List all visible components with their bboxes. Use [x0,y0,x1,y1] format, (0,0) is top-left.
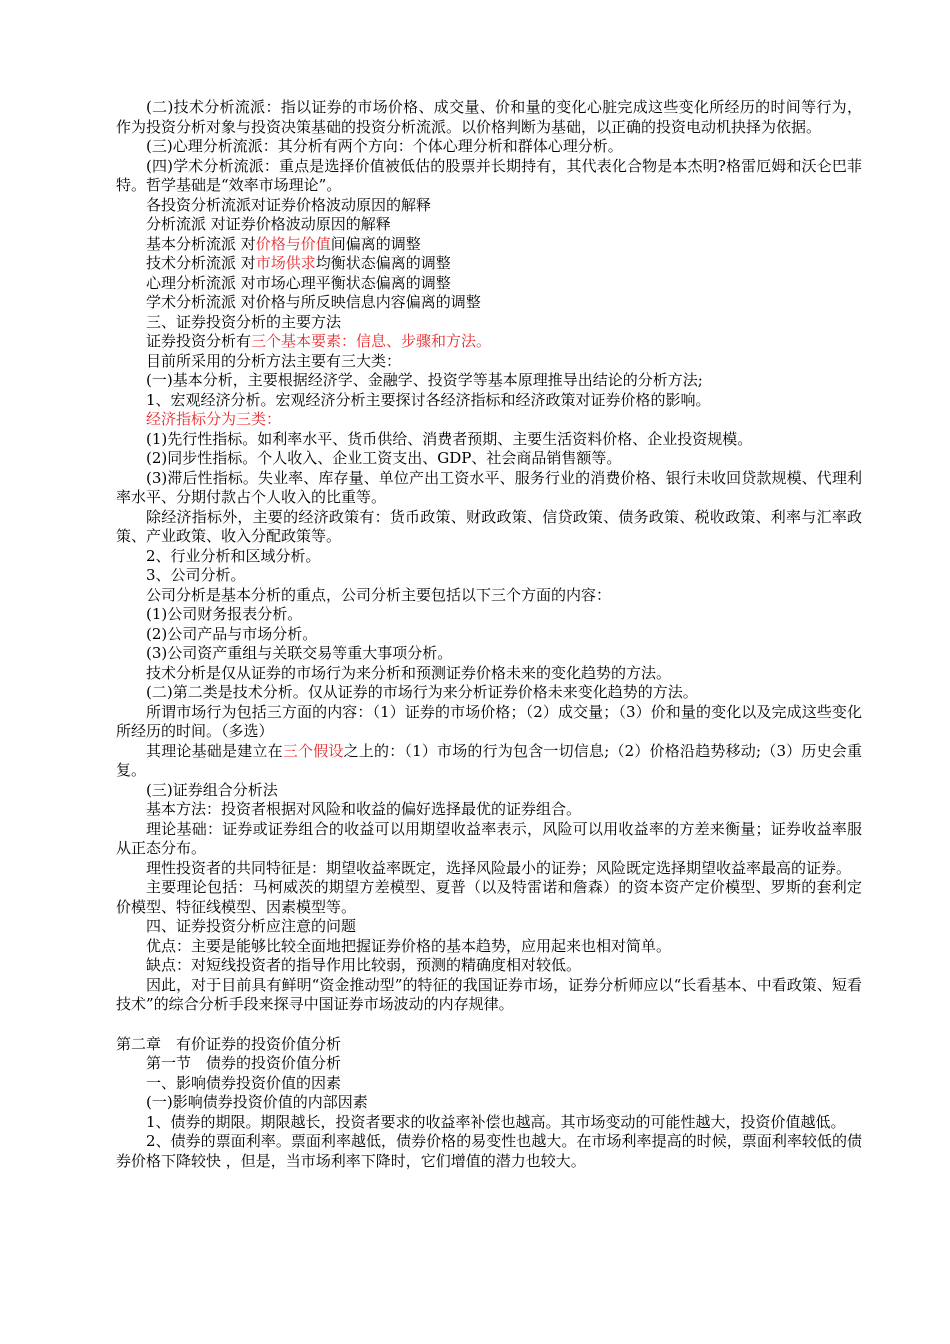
paragraph-text: (三)证券组合分析法 [146,780,278,799]
paragraph-text: 公司分析是基本分析的重点，公司分析主要包括以下三个方面的内容： [146,585,612,604]
paragraph [116,137,862,157]
paragraph-text: 学术分析流派 对价格与所反映信息内容偏离的调整 [146,293,481,311]
paragraph-text: 除经济指标外，主要的经济政策有：货币政策、财政政策、信贷政策、债务政策、税收政策、利率与汇率政策、产业政策、收入分配政策等。 [116,507,862,545]
highlighted-text: 经济指标分为三类： [146,410,282,428]
paragraph-text: 间偏离的调整 [330,234,421,253]
paragraph-text: 基本方法：投资者根据对风险和收益的偏好选择最优的证券组合。 [146,800,582,818]
paragraph [116,742,862,781]
document-page [116,98,862,1171]
paragraph [116,937,862,957]
paragraph-text: 各投资分析流派对证券价格波动原因的解释 [146,195,432,214]
paragraph-text: (1)公司财务报表分析。 [146,605,303,623]
paragraph [116,371,862,391]
paragraph [116,1132,862,1171]
paragraph-text: 1、宏观经济分析。宏观经济分析主要探讨各经济指标和经济政策对证券价格的影响。 [146,390,711,409]
paragraph-text: 理论基础：证券或证券组合的收益可以用期望收益率表示，风险可以用收益率的方差来衡量；证券收益率服从正态分布。 [116,819,862,857]
paragraph [116,781,862,801]
highlighted-text: 三个基本要素：信息、步骤和方法。 [251,332,492,350]
paragraph-text: 因此，对于目前具有鲜明“资金推动型”的特征的我国证券市场，证券分析师应以“长看基本、中看政策、短看技术”的综合分析手段来探寻中国证券市场波动的内存规律。 [116,975,862,1013]
paragraph-text: 均衡状态偏离的调整 [315,254,451,272]
paragraph [116,956,862,976]
paragraph-text: (2)同步性指标。个人收入、企业工资支出、GDP、社会商品销售额等。 [146,449,622,467]
paragraph [116,215,862,235]
paragraph-text: (2)公司产品与市场分析。 [146,624,318,643]
paragraph [116,859,862,879]
paragraph [116,293,862,313]
paragraph [116,449,862,469]
paragraph-text: 心理分析流派 对市场心理平衡状态偏离的调整 [146,273,451,292]
paragraph-text: 之上的：（1）市场的行为包含一切信息;（2）价格沿趋势移动;（3）历史会重复。 [116,741,862,779]
paragraph [116,878,862,917]
paragraph [116,644,862,664]
paragraph-text: (二)第二类是技术分析。仅从证券的市场行为来分析证券价格未来变化趋势的方法。 [146,683,698,701]
paragraph-text: 一、影响债券投资价值的因素 [146,1073,342,1092]
paragraph-text: (3)滞后性指标。失业率、库存量、单位产出工资水平、服务行业的消费价格、银行未收回贷款规模、代理利率水平、分期付款占个人收入的比重等。 [116,468,862,506]
paragraph [116,625,862,645]
paragraph [116,196,862,216]
paragraph-text: 证券投资分析有 [146,332,252,350]
paragraph [116,391,862,411]
paragraph-text: 主要理论包括：马柯威茨的期望方差模型、夏普（以及特雷诺和詹森）的资本资产定价模型、罗斯的套利定价模型、特征线模型、因素模型等。 [116,878,862,916]
paragraph-text: (三)心理分析流派：其分析有两个方向：个体心理分析和群体心理分析。 [146,137,623,155]
paragraph [116,430,862,450]
paragraph [116,98,862,137]
paragraph [116,605,862,625]
paragraph [116,664,862,684]
paragraph [116,410,862,430]
paragraph [116,683,862,703]
paragraph-text: 缺点：对短线投资者的指导作用比较弱，预测的精确度相对较低。 [146,956,582,974]
paragraph [116,1054,862,1074]
paragraph [116,1074,862,1094]
chapter-title: 第二章 有价证券的投资价值分析 [116,1034,342,1053]
paragraph-text: 2、行业分析和区域分析。 [146,546,321,565]
paragraph-text: 3、公司分析。 [146,566,246,584]
paragraph-text: 目前所采用的分析方法主要有三大类： [146,351,402,370]
highlighted-text: 三个假设 [282,741,344,760]
paragraph-text: (一)影响债券投资价值的内部因素 [146,1093,368,1111]
paragraph [116,235,862,255]
paragraph-text: 技术分析流派 对 [146,254,256,272]
paragraph [116,917,862,937]
paragraph-text: (四)学术分析流派：重点是选择价值被低估的股票并长期持有，其代表化合物是本杰明?格雷厄姆和沃仑巴菲特。哲学基础是“效率市场理论”。 [116,156,862,194]
paragraph [116,332,862,352]
paragraph [116,547,862,567]
paragraph-text: 1、债券的期限。期限越长，投资者要求的收益率补偿也越高。其市场变动的可能性越大，投资价值越低。 [146,1112,846,1131]
paragraph [116,976,862,1015]
paragraph [116,157,862,196]
paragraph-text: 三、证券投资分析的主要方法 [146,312,342,331]
paragraph [116,313,862,333]
paragraph [116,1113,862,1133]
paragraph-text: 基本分析流派 对 [146,234,256,253]
paragraph-text: 技术分析是仅从证券的市场行为来分析和预测证券价格未来的变化趋势的方法。 [146,663,672,682]
paragraph-text: 其理论基础是建立在 [146,741,283,760]
section-gap [116,1015,862,1035]
paragraph [116,254,862,274]
paragraph-text: 理性投资者的共同特征是：期望收益率既定，选择风险最小的证券；风险既定选择期望收益率最高的证券。 [146,858,852,877]
paragraph [116,566,862,586]
paragraph [116,820,862,859]
section-bond-value-analysis [116,1054,862,1171]
paragraph-text: 分析流派 对证券价格波动原因的解释 [146,215,391,233]
paragraph-text: (二)技术分析流派：指以证券的市场价格、成交量、价和量的变化心脏完成这些变化所经历的时间等行为，作为投资分析对象与投资决策基础的投资分析流派。以价格判断为基础，以正确的投资电动机抉择为依据。 [116,98,862,136]
highlighted-text: 市场供求 [255,254,316,272]
paragraph-text: 第一节 债券的投资价值分析 [146,1054,342,1072]
paragraph [116,508,862,547]
paragraph-text: 2、债券的票面利率。票面利率越低，债券价格的易变性也越大。在市场利率提高的时候，票面利率较低的债券价格下降较快 ，但是，当市场利率下降时，它们增值的潜力也较大。 [116,1132,862,1170]
paragraph [116,352,862,372]
paragraph [116,1093,862,1113]
paragraph-text: 所谓市场行为包括三方面的内容：（1）证券的市场价格；（2）成交量；（3）价和量的变化以及完成这些变化所经历的时间。（多选） [116,702,862,740]
paragraph [116,800,862,820]
paragraph [116,469,862,508]
paragraph-text: 优点：主要是能够比较全面地把握证券价格的基本趋势，应用起来也相对简单。 [146,936,672,955]
paragraph-text: (一)基本分析，主要根据经济学、金融学、投资学等基本原理推导出结论的分析方法; [146,371,703,389]
paragraph-text: (1)先行性指标。如利率水平、货币供给、消费者预期、主要生活资料价格、企业投资规模。 [146,429,753,448]
paragraph [116,586,862,606]
paragraph-text: (3)公司资产重组与关联交易等重大事项分析。 [146,644,453,662]
highlighted-text: 价格与价值 [255,234,331,253]
paragraph-text: 四、证券投资分析应注意的问题 [146,917,357,935]
section-investment-analysis-methods [116,98,862,1015]
paragraph [116,274,862,294]
paragraph [116,703,862,742]
